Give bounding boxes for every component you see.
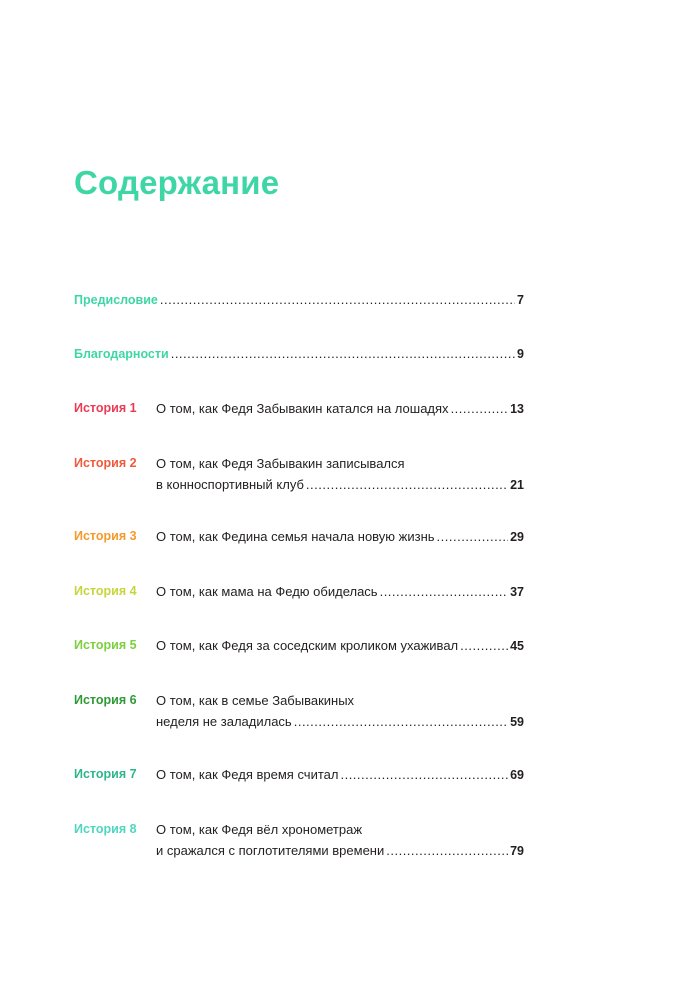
dot-leader <box>340 767 508 782</box>
story-label: История 4 <box>74 584 137 598</box>
dot-leader <box>451 401 509 416</box>
page-number: 37 <box>510 585 524 599</box>
dot-leader <box>306 477 508 492</box>
dot-leader <box>160 292 515 307</box>
dot-leader <box>386 843 508 858</box>
story-title-line: и сражался с поглотителями времени <box>156 843 385 858</box>
toc-entry-preface[interactable] <box>74 292 524 307</box>
story-label: История 5 <box>74 638 137 652</box>
page-number: 9 <box>517 347 524 361</box>
page-number: 29 <box>510 530 524 544</box>
story-title-line: О том, как Федя время считал <box>156 767 339 782</box>
page-number: 69 <box>510 768 524 782</box>
page-number: 13 <box>510 402 524 416</box>
story-label: История 3 <box>74 529 137 543</box>
story-label: История 6 <box>74 693 137 707</box>
story-label: История 2 <box>74 456 137 470</box>
page-number: 7 <box>517 293 524 307</box>
entry-label: Благодарности <box>74 347 169 361</box>
page-title: Содержание <box>74 164 280 201</box>
page-number: 59 <box>510 715 524 729</box>
story-title-line: О том, как Федя за соседским кроликом ухаживал <box>156 638 459 653</box>
story-label: История 7 <box>74 767 137 781</box>
story-label: История 1 <box>74 401 137 415</box>
story-title-line: О том, как Федина семья начала новую жизнь <box>156 529 435 544</box>
page-number: 45 <box>510 639 524 653</box>
page-number: 21 <box>510 478 524 492</box>
story-title-line: неделя не заладилась <box>156 714 292 729</box>
story-title-line: в конноспортивный клуб <box>156 477 304 492</box>
entry-label: Предисловие <box>74 293 158 307</box>
dot-leader <box>460 638 508 653</box>
dot-leader <box>171 346 515 361</box>
story-title-line: О том, как Федя Забывакин записывался <box>156 456 405 471</box>
story-title-line: О том, как Федя вёл хронометраж <box>156 822 363 837</box>
page-number: 79 <box>510 844 524 858</box>
toc-entry-acknowledgements[interactable] <box>74 346 524 361</box>
dot-leader <box>437 529 509 544</box>
story-title-line: О том, как Федя Забывакин катался на лошадях <box>156 401 449 416</box>
story-title-line: О том, как в семье Забывакиных <box>156 693 355 708</box>
dot-leader <box>294 714 508 729</box>
story-label: История 8 <box>74 822 137 836</box>
dot-leader <box>380 584 509 599</box>
story-title-line: О том, как мама на Федю обиделась <box>156 584 378 599</box>
